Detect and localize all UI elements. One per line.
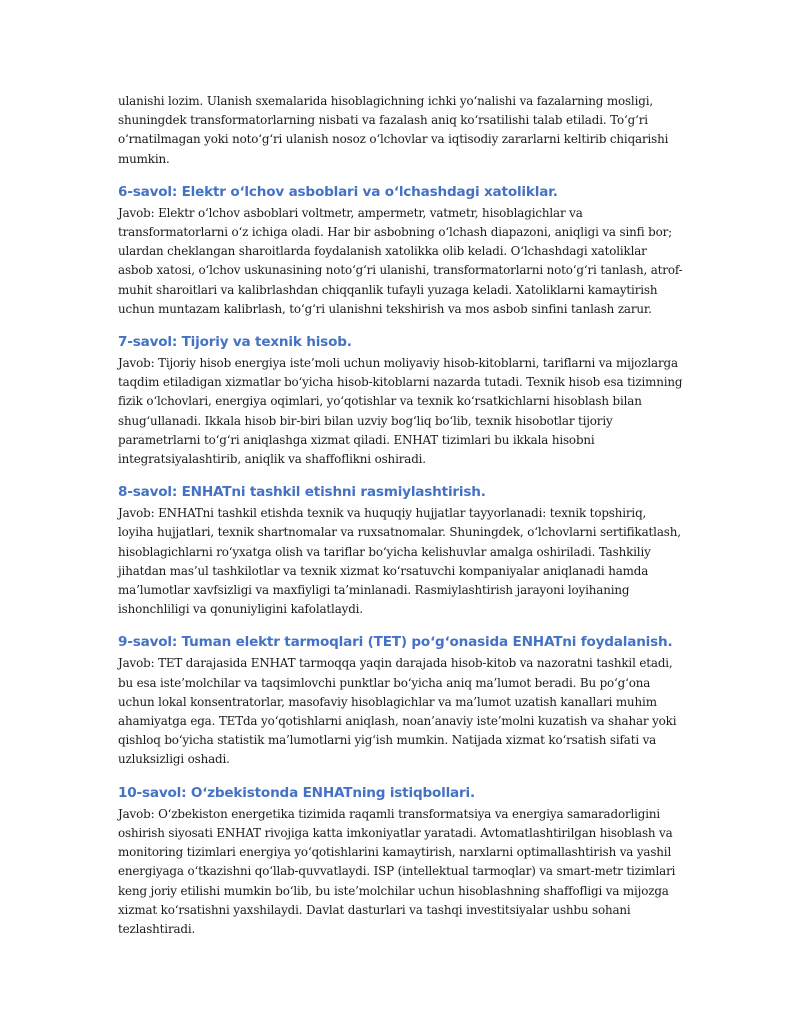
section-question-8 <box>118 483 684 619</box>
section-question-6 <box>118 183 684 319</box>
section-answer: Javob: O‘zbekiston energetika tizimida raqamli transformatsiya va energiya samaradorligini oshirish siyosati ENHAT rivojiga katta imkoniyatlar yaratadi. Avtomatlashtirilgan hisoblash va monitoring tizimlari energiya yo‘qotishlarini kamaytirish, narxlarni optimallashtirish va yashil energiyaga o‘tkazishni qo‘llab-quvvatlaydi. ISP (intellektual tarmoqlar) va smart-metr tizimlari keng joriy etilishi mumkin bo‘lib, bu iste’molchilar uchun hisoblashning shaffofligi va mijozga xizmat ko‘rsatishni yaxshilaydi. Davlat dasturlari va tashqi investitsiyalar ushbu sohani tezlashtiradi. <box>118 806 676 936</box>
section-answer: Javob: ENHATni tashkil etishda texnik va huquqiy hujjatlar tayyorlanadi: texnik topshiriq, loyiha hujjatlari, texnik shartnomalar va ruxsatnomalar. Shuningdek, o‘lchovlarni sertifikatlash, hisoblagichlarni ro‘yxatga olish va tariflar bo‘yicha kelishuvlar amalga oshiriladi. Tashkiliy jihatdan mas’ul tashkilotlar va texnik xizmat ko‘rsatuvchi kompaniyalar aniqlanadi hamda ma’lumotlar xavfsizligi va maxfiyligi ta’minlanadi. Rasmiylashtirish jarayoni loyihaning ishonchliligi va qonuniyligini kafolatlaydi. <box>118 506 681 617</box>
section-answer: Javob: TET darajasida ENHAT tarmoqqa yaqin darajada hisob-kitob va nazoratni tashkil etadi, bu esa iste’molchilar va taqsimlovchi punktlar bo‘yicha aniq ma’lumot beradi. Bu po‘g‘ona uchun lokal konsentratorlar, masofaviy hisoblagichlar va ma’lumot uzatish kanallari muhim ahamiyatga ega. TETda yo‘qotishlarni aniqlash, noan’anaviy iste’molni kuzatish va shahar yoki qishloq bo‘yicha statistik ma’lumotlarni yig‘ish mumkin. Natijada xizmat ko‘rsatish sifati va uzluksizligi oshadi. <box>118 656 677 767</box>
section-heading: 6-savol: Elektr oʻlchov asboblari va oʻlchashdagi xatoliklar. <box>118 183 558 200</box>
section-question-7 <box>118 333 684 469</box>
section-question-9 <box>118 633 684 769</box>
intro-paragraph: ulanishi lozim. Ulanish sxemalarida hisoblagichning ichki yo‘nalishi va fazalarning mosligi, shuningdek transformatorlarning nisbati va fazalash aniq ko‘rsatilishi talab etiladi. To‘g‘ri o‘rnatilmagan yoki noto‘g‘ri ulanish nosoz o‘lchovlar va iqtisodiy zararlarni keltirib chiqarishi mumkin. <box>118 94 669 166</box>
section-heading: 8-savol: ENHATni tashkil etishni rasmiylashtirish. <box>118 484 486 501</box>
section-heading: 7-savol: Tijoriy va texnik hisob. <box>118 334 352 351</box>
document-page <box>118 92 684 939</box>
section-answer: Javob: Tijoriy hisob energiya iste’moli uchun moliyaviy hisob-kitoblarni, tariflarni va mijozlarga taqdim etiladigan xizmatlar bo‘yicha hisob-kitoblarni nazarda tutadi. Texnik hisob esa tizimning fizik o‘lchovlari, energiya oqimlari, yo‘qotishlar va texnik ko‘rsatkichlarni hisoblash bilan shug‘ullanadi. Ikkala hisob bir-biri bilan uzviy bog‘liq bo‘lib, texnik hisobotlar tijoriy parametrlarni to‘g‘ri aniqlashga xizmat qiladi. ENHAT tizimlari bu ikkala hisobni integratsiyalashtirib, aniqlik va shaffoflikni oshiradi. <box>118 356 683 467</box>
section-answer: Javob: Elektr o‘lchov asboblari voltmetr, ampermetr, vatmetr, hisoblagichlar va transformatorlarni o‘z ichiga oladi. Har bir asbobning o‘lchash diapazoni, aniqligi va sinfi bor; ulardan cheklangan sharoitlarda foydalanish xatolikka olib keladi. O‘lchashdagi xatoliklar asbob xatosi, o‘lchov uskunasining noto‘g‘ri ulanishi, transformatorlarni noto‘g‘ri tanlash, atrof-muhit sharoitlari va kalibrlashdan chiqqanlik tufayli yuzaga keladi. Xatoliklarni kamaytirish uchun muntazam kalibrlash, to‘g‘ri ulanishni tekshirish va mos asbob sinfini tanlash zarur. <box>118 205 683 316</box>
section-heading: 9-savol: Tuman elektr tarmoqlari (TET) poʻgʻonasida ENHATni foydalanish. <box>118 634 673 651</box>
section-question-10 <box>118 784 684 939</box>
section-heading: 10-savol: Oʻzbekistonda ENHATning istiqbollari. <box>118 784 475 801</box>
